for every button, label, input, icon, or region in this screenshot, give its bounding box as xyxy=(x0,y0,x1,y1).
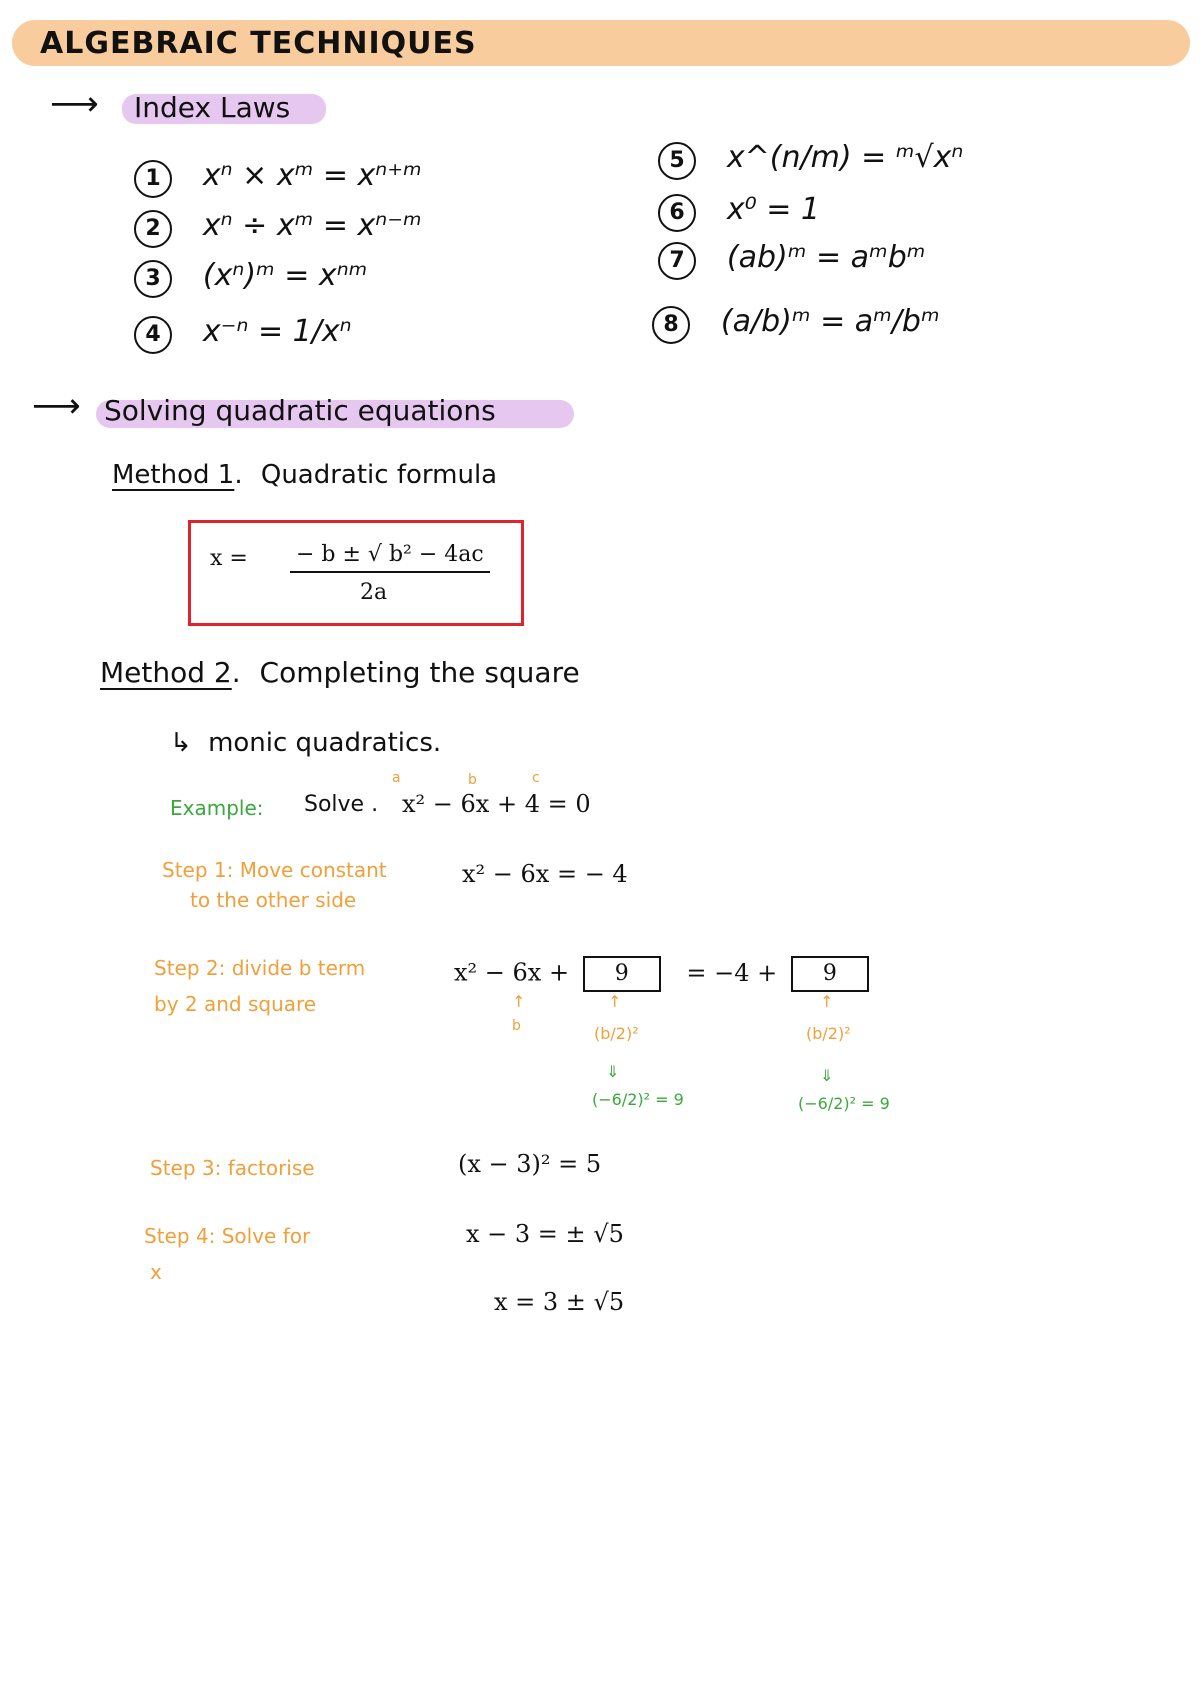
formula-denominator: 2a xyxy=(360,580,388,605)
step-2-mid: = −4 + xyxy=(686,958,778,987)
step-2-equation xyxy=(454,956,869,992)
method-label: Method 1 xyxy=(112,460,235,490)
up-arrow-icon: ↑ xyxy=(512,992,526,1011)
method-name: Completing the square xyxy=(259,656,580,689)
half-b-value-right: (−6/2)² = 9 xyxy=(798,1094,890,1113)
page-title: ALGEBRAIC TECHNIQUES xyxy=(40,26,477,61)
law-8 xyxy=(652,304,940,344)
quadratics-heading: Solving quadratic equations xyxy=(104,394,496,427)
down-arrow-icon: ⇓ xyxy=(820,1066,834,1085)
step-4-equation: x − 3 = ± √5 xyxy=(466,1220,624,1248)
added-term-box: 9 xyxy=(583,956,661,992)
method-name: Quadratic formula xyxy=(260,460,498,490)
arrow-icon: ⟶ xyxy=(32,386,81,426)
example-label: Example: xyxy=(170,796,264,820)
law-1 xyxy=(134,158,422,198)
final-answer: x = 3 ± √5 xyxy=(494,1288,625,1316)
step-2-left: x² − 6x + xyxy=(454,958,570,987)
coeff-b: b xyxy=(468,772,477,788)
half-b-squared-right: (b/2)² xyxy=(806,1024,851,1043)
formula-box xyxy=(188,520,524,626)
method-2-heading: Method 2. Completing the square xyxy=(100,656,580,689)
example-text: Solve . xyxy=(304,792,379,817)
step-4-label-line2: x xyxy=(150,1260,162,1284)
law-expression: x⁰ = 1 xyxy=(726,192,820,227)
law-expression: xⁿ ÷ xᵐ = xⁿ⁻ᵐ xyxy=(202,208,422,243)
law-expression: x⁻ⁿ = 1/xⁿ xyxy=(202,314,352,349)
step-1-equation: x² − 6x = − 4 xyxy=(462,860,628,888)
down-arrow-icon: ⇓ xyxy=(606,1062,620,1081)
law-7 xyxy=(658,240,925,280)
step-2-label-line2: by 2 and square xyxy=(154,992,317,1016)
coeff-a: a xyxy=(392,770,401,786)
law-number: 7 xyxy=(658,242,696,280)
law-number: 2 xyxy=(134,210,172,248)
step-2-label: Step 2: divide b term xyxy=(154,956,366,980)
half-b-value: (−6/2)² = 9 xyxy=(592,1090,684,1109)
law-6 xyxy=(658,192,820,232)
b-marker: b xyxy=(512,1018,521,1034)
method-label: Method 2 xyxy=(100,656,232,689)
method-1-heading: Method 1. Quadratic formula xyxy=(112,460,498,490)
monic-label: monic quadratics. xyxy=(208,728,442,758)
step-1-label: Step 1: Move constant xyxy=(162,858,387,882)
law-number: 8 xyxy=(652,306,690,344)
law-number: 5 xyxy=(658,142,696,180)
example-equation: x² − 6x + 4 = 0 xyxy=(402,790,591,818)
law-expression: (ab)ᵐ = aᵐbᵐ xyxy=(726,240,926,275)
law-2 xyxy=(134,208,422,248)
sub-arrow-icon: ↳ xyxy=(170,728,192,758)
formula-lhs: x = xyxy=(210,546,248,571)
law-3 xyxy=(134,258,367,298)
coeff-c: c xyxy=(532,770,540,786)
added-term-box-right: 9 xyxy=(791,956,869,992)
law-4 xyxy=(134,314,352,354)
step-4-label: Step 4: Solve for xyxy=(144,1224,311,1248)
index-laws-heading: Index Laws xyxy=(134,91,291,124)
up-arrow-icon: ↑ xyxy=(820,992,834,1011)
law-number: 6 xyxy=(658,194,696,232)
half-b-squared: (b/2)² xyxy=(594,1024,639,1043)
step-1-label-line2: to the other side xyxy=(190,888,357,912)
formula-numerator: − b ± √ b² − 4ac xyxy=(290,542,490,573)
law-number: 3 xyxy=(134,260,172,298)
step-3-label: Step 3: factorise xyxy=(150,1156,315,1180)
law-number: 1 xyxy=(134,160,172,198)
up-arrow-icon: ↑ xyxy=(608,992,622,1011)
law-expression: (a/b)ᵐ = aᵐ/bᵐ xyxy=(720,304,940,339)
arrow-icon: ⟶ xyxy=(50,84,99,124)
step-3-equation: (x − 3)² = 5 xyxy=(458,1150,602,1178)
law-expression: (xⁿ)ᵐ = xⁿᵐ xyxy=(202,258,368,293)
law-expression: xⁿ × xᵐ = xⁿ⁺ᵐ xyxy=(202,158,422,193)
law-5 xyxy=(658,140,963,180)
law-number: 4 xyxy=(134,316,172,354)
monic-subheading xyxy=(170,728,441,758)
law-expression: x^(n/m) = ᵐ√xⁿ xyxy=(726,140,964,175)
